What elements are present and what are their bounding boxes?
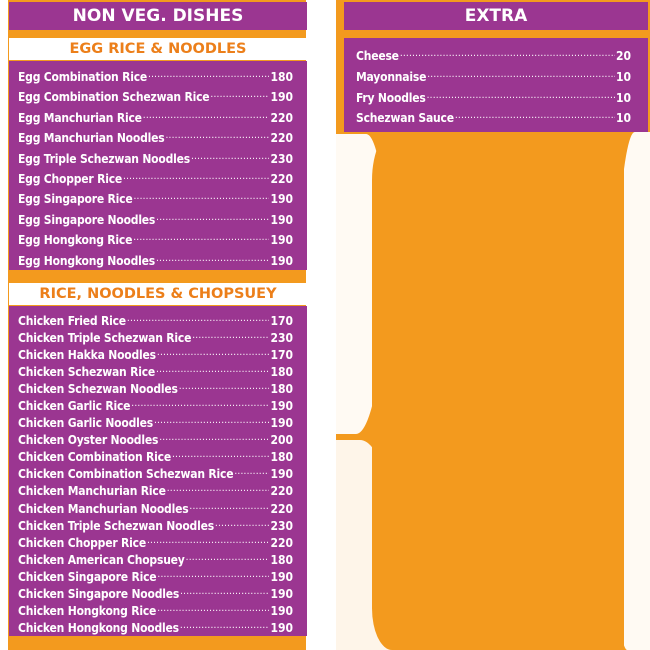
- dot-leader: [215, 513, 270, 530]
- menu-item-price: 190: [270, 253, 293, 268]
- extras-panel: [344, 38, 648, 132]
- menu-item-row: [18, 248, 293, 268]
- section-title-chicken-text: RICE, NOODLES & CHOPSUEY: [39, 286, 277, 302]
- menu-item-price: 180: [270, 552, 293, 567]
- dot-leader: [400, 43, 615, 60]
- menu-item-price: 220: [270, 535, 293, 550]
- menu-item-price: 10: [615, 69, 631, 84]
- menu-item-name: Egg Chopper Rice: [18, 171, 123, 186]
- menu-item-name: Egg Hongkong Rice: [18, 233, 133, 248]
- dot-leader: [148, 64, 269, 81]
- dot-leader: [159, 427, 269, 444]
- menu-item-price: 10: [615, 111, 631, 126]
- menu-item-price: 190: [270, 399, 293, 414]
- menu-item-name: Egg Manchurian Rice: [18, 110, 142, 125]
- menu-item-row: [18, 166, 293, 186]
- menu-item-price: 190: [270, 233, 293, 248]
- dot-leader: [189, 496, 269, 513]
- menu-item-name: Cheese: [356, 49, 399, 63]
- menu-item-name: Chicken Fried Rice: [18, 314, 126, 328]
- menu-item-row: [18, 308, 293, 328]
- menu-item-name: Chicken Triple Schezwan Rice: [18, 331, 192, 346]
- section-title-egg: [9, 38, 307, 60]
- menu-item-row: [18, 84, 293, 104]
- menu-item-price: 190: [270, 586, 293, 601]
- menu-item-row: [18, 186, 293, 206]
- dot-leader: [180, 615, 270, 632]
- left-header-title: NON VEG. DISHES: [72, 6, 244, 26]
- menu-item-name: Chicken Manchurian Rice: [18, 484, 166, 499]
- menu-item-name: Chicken Manchurian Noodles: [18, 501, 189, 516]
- menu-item-price: 190: [270, 569, 293, 584]
- dot-leader: [133, 186, 269, 203]
- menu-item-price: 10: [615, 90, 631, 105]
- dot-leader: [186, 547, 270, 564]
- menu-item-price: 230: [270, 151, 293, 166]
- menu-item-name: Egg Singapore Noodles: [18, 212, 156, 227]
- menu-item-row: [356, 43, 631, 64]
- right-header-title: EXTRA: [464, 6, 528, 26]
- center-divider: [318, 0, 336, 650]
- menu-item-name: Chicken Singapore Rice: [18, 569, 157, 584]
- menu-item-price: 220: [270, 131, 293, 146]
- egg-items-list: [18, 64, 293, 268]
- dot-leader: [147, 530, 269, 547]
- dot-leader: [192, 325, 269, 342]
- menu-item-price: 220: [270, 110, 293, 125]
- menu-item-price: 180: [270, 70, 293, 84]
- dot-leader: [156, 359, 269, 376]
- menu-item-name: Chicken American Chopsuey: [18, 552, 185, 567]
- menu-item-name: Chicken Triple Schezwan Noodles: [18, 518, 214, 533]
- menu-item-price: 220: [270, 484, 293, 499]
- menu-item-row: [18, 105, 293, 125]
- dot-leader: [427, 64, 615, 81]
- menu-item-name: Chicken Hongkong Rice: [18, 603, 157, 618]
- menu-item-name: Chicken Schezwan Noodles: [18, 382, 178, 397]
- menu-item-price: 20: [615, 49, 631, 63]
- menu-item-row: [356, 64, 631, 85]
- dot-leader: [156, 248, 269, 265]
- menu-item-name: Egg Hongkong Noodles: [18, 253, 155, 268]
- egg-items-panel: [9, 61, 307, 270]
- menu-item-name: Egg Manchurian Noodles: [18, 131, 165, 146]
- menu-item-name: Egg Combination Rice: [18, 70, 148, 84]
- dot-leader: [167, 478, 270, 495]
- menu-item-price: 180: [270, 365, 293, 380]
- dot-leader: [427, 85, 615, 102]
- left-white-grunge-right: [306, 0, 320, 650]
- dot-leader: [157, 564, 269, 581]
- menu-item-price: 190: [270, 212, 293, 227]
- menu-item-name: Chicken Combination Schezwan Rice: [18, 467, 234, 482]
- dot-leader: [123, 166, 269, 183]
- menu-item-price: 190: [270, 90, 293, 105]
- menu-item-name: Chicken Hakka Noodles: [18, 348, 156, 363]
- menu-item-price: 230: [270, 331, 293, 346]
- menu-item-name: Chicken Singapore Noodles: [18, 586, 180, 601]
- menu-item-name: Egg Triple Schezwan Noodles: [18, 151, 190, 166]
- menu-item-row: [18, 207, 293, 227]
- menu-item-price: 190: [270, 192, 293, 207]
- dot-leader: [157, 598, 269, 615]
- menu-item-row: [356, 105, 631, 126]
- menu-item-price: 230: [270, 518, 293, 533]
- dot-leader: [133, 227, 269, 244]
- section-title-egg-text: EGG RICE & NOODLES: [69, 41, 247, 57]
- dot-leader: [210, 84, 269, 101]
- menu-item-price: 170: [270, 314, 293, 328]
- menu-item-price: 220: [270, 171, 293, 186]
- extras-list: [356, 43, 631, 126]
- menu-item-price: 170: [270, 348, 293, 363]
- right-orange-fill: [372, 128, 624, 650]
- dot-leader: [156, 207, 269, 224]
- chicken-items-list: [18, 308, 293, 635]
- menu-item-name: Chicken Schezwan Rice: [18, 365, 156, 380]
- dot-leader: [157, 342, 270, 359]
- menu-item-row: [18, 227, 293, 247]
- dot-leader: [234, 461, 269, 478]
- menu-item-price: 200: [270, 433, 293, 448]
- menu-item-name: Egg Combination Schezwan Rice: [18, 90, 210, 105]
- menu-item-name: Schezwan Sauce: [356, 111, 454, 126]
- dot-leader: [165, 125, 269, 142]
- menu-item-name: Chicken Combination Rice: [18, 450, 171, 465]
- menu-item-price: 180: [270, 450, 293, 465]
- dot-leader: [127, 308, 270, 325]
- dot-leader: [455, 105, 615, 122]
- dot-leader: [143, 105, 270, 122]
- dot-leader: [131, 393, 269, 410]
- menu-item-name: Fry Noodles: [356, 90, 426, 105]
- menu-item-price: 220: [270, 501, 293, 516]
- dot-leader: [180, 581, 269, 598]
- dot-leader: [172, 444, 269, 461]
- menu-item-name: Egg Singapore Rice: [18, 192, 133, 207]
- left-white-grunge-side: [0, 0, 8, 650]
- menu-item-price: 180: [270, 382, 293, 397]
- menu-item-name: Chicken Oyster Noodles: [18, 433, 159, 448]
- menu-item-row: [18, 125, 293, 145]
- menu-item-row: [356, 85, 631, 106]
- menu-item-row: [18, 146, 293, 166]
- right-header-bar: [344, 2, 648, 30]
- menu-item-price: 190: [270, 620, 293, 635]
- menu-item-price: 190: [270, 416, 293, 431]
- dot-leader: [179, 376, 270, 393]
- menu-item-name: Chicken Hongkong Noodles: [18, 620, 179, 635]
- menu-item-name: Chicken Chopper Rice: [18, 535, 146, 550]
- menu-item-name: Chicken Garlic Rice: [18, 399, 131, 414]
- menu-item-price: 190: [270, 603, 293, 618]
- left-header-bar: [9, 2, 307, 30]
- menu-item-name: Chicken Garlic Noodles: [18, 416, 153, 431]
- dot-leader: [154, 410, 269, 427]
- dot-leader: [191, 146, 269, 163]
- menu-item-row: [18, 64, 293, 84]
- menu-item-price: 190: [270, 467, 293, 482]
- chicken-items-panel: [9, 306, 307, 636]
- menu-item-name: Mayonnaise: [356, 69, 427, 84]
- section-title-chicken: [9, 283, 307, 305]
